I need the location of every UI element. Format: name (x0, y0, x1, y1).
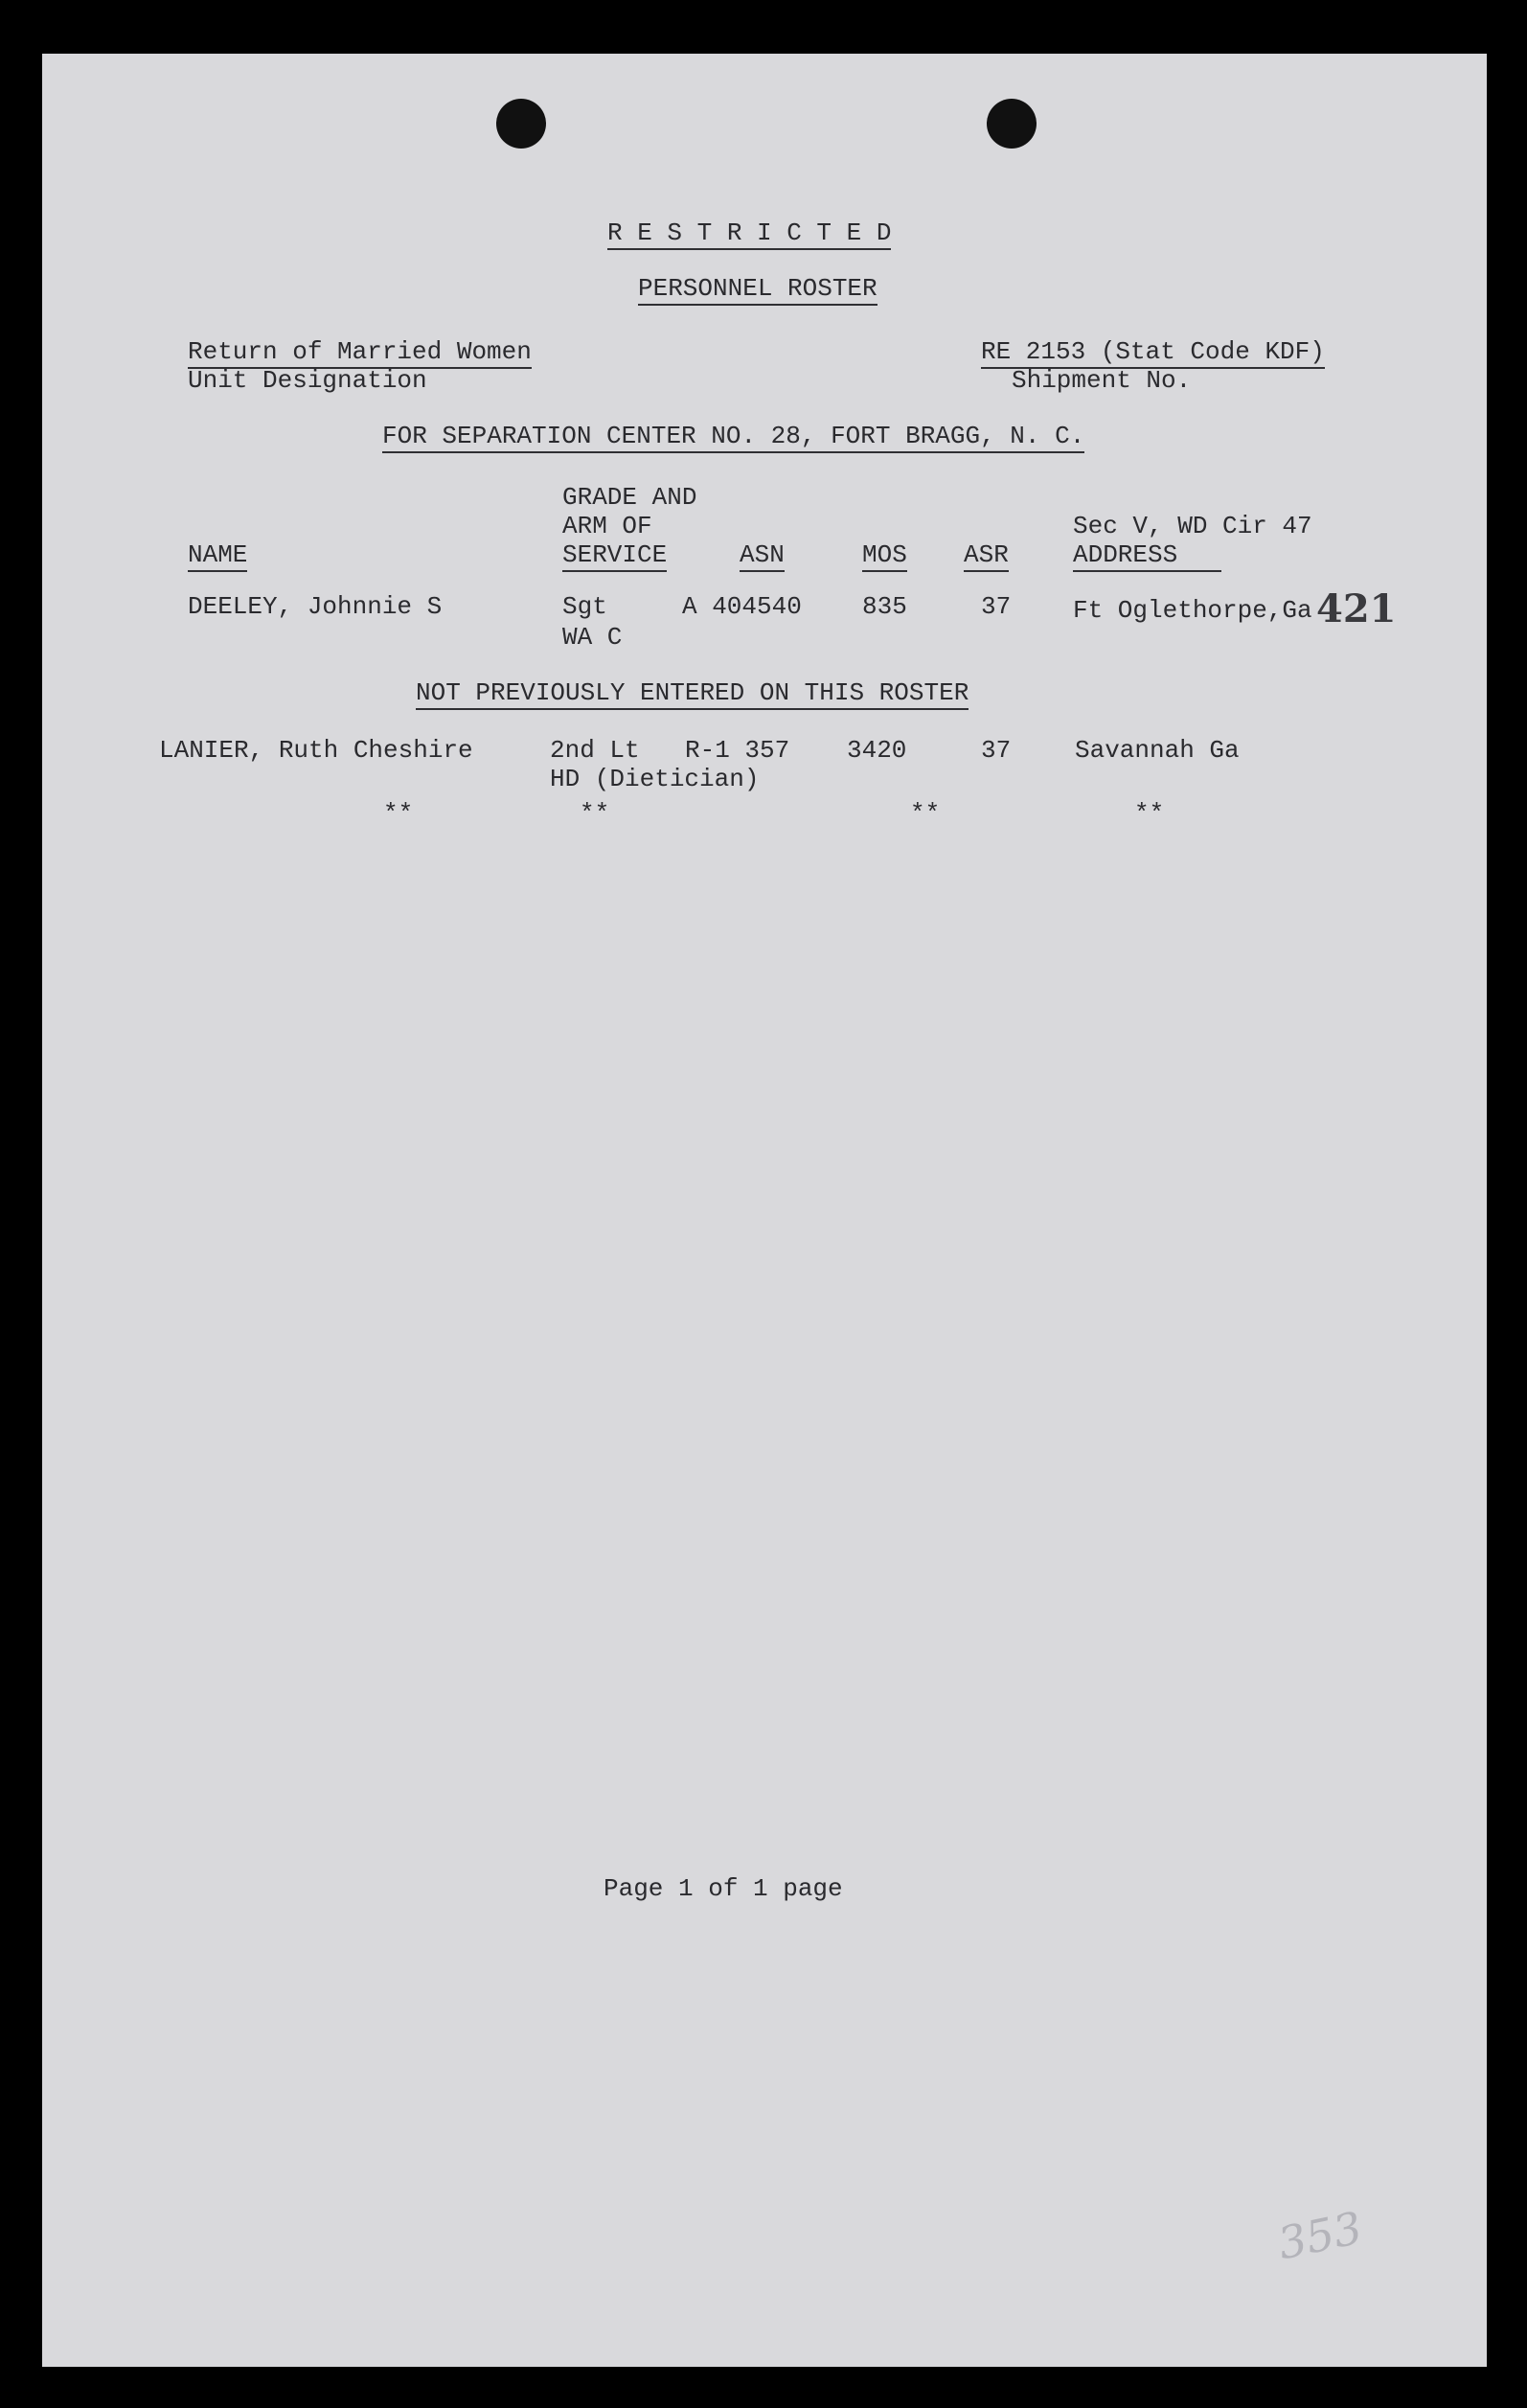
unit-designation-value: Return of Married Women (188, 337, 532, 369)
not-previously-entered-heading: NOT PREVIOUSLY ENTERED ON THIS ROSTER (416, 678, 969, 710)
column-address: ADDRESS (1073, 540, 1221, 572)
extra-row-asr: 37 (981, 736, 1012, 765)
page-footer: Page 1 of 1 page (604, 1874, 843, 1903)
end-mark: ** (910, 799, 941, 828)
shipment-number-value: RE 2153 (Stat Code KDF) (981, 337, 1325, 369)
row-address: Ft Oglethorpe,Ga (1073, 596, 1312, 625)
stamped-number: 421 (1316, 586, 1397, 631)
column-asr: ASR (964, 540, 1009, 572)
row-name: DEELEY, Johnnie S (188, 592, 443, 621)
end-mark: ** (580, 799, 610, 828)
column-grade-line2: ARM OF (562, 512, 652, 540)
pencil-annotation: 353 (1273, 2201, 1367, 2270)
extra-row-grade-line1: 2nd Lt (550, 736, 640, 765)
separation-center-line: FOR SEPARATION CENTER NO. 28, FORT BRAGG, N. C. (382, 422, 1084, 453)
extra-row-asn: R-1 357 (685, 736, 790, 765)
extra-row-address: Savannah Ga (1075, 736, 1240, 765)
column-asn: ASN (740, 540, 785, 572)
extra-row-grade-line2: HD (Dietician) (550, 765, 760, 793)
document-page (42, 54, 1487, 2367)
column-grade-line1: GRADE AND (562, 483, 697, 512)
end-mark: ** (1134, 799, 1165, 828)
punch-hole-left (496, 99, 546, 149)
restricted-heading: R E S T R I C T E D (607, 218, 891, 250)
row-grade-line1: Sgt (562, 592, 607, 621)
column-grade-line3: SERVICE (562, 540, 667, 572)
column-mos: MOS (862, 540, 907, 572)
roster-title: PERSONNEL ROSTER (638, 274, 877, 306)
column-address-line1: Sec V, WD Cir 47 (1073, 512, 1312, 540)
row-mos: 835 (862, 592, 907, 621)
end-mark: ** (383, 799, 414, 828)
extra-row-name: LANIER, Ruth Cheshire (159, 736, 473, 765)
punch-hole-right (987, 99, 1037, 149)
row-grade-line2: WA C (562, 623, 623, 652)
column-name: NAME (188, 540, 247, 572)
extra-row-mos: 3420 (847, 736, 907, 765)
row-asr: 37 (981, 592, 1012, 621)
row-asn: A 404540 (682, 592, 802, 621)
unit-designation-label: Unit Designation (188, 366, 427, 395)
shipment-number-label: Shipment No. (1012, 366, 1192, 395)
